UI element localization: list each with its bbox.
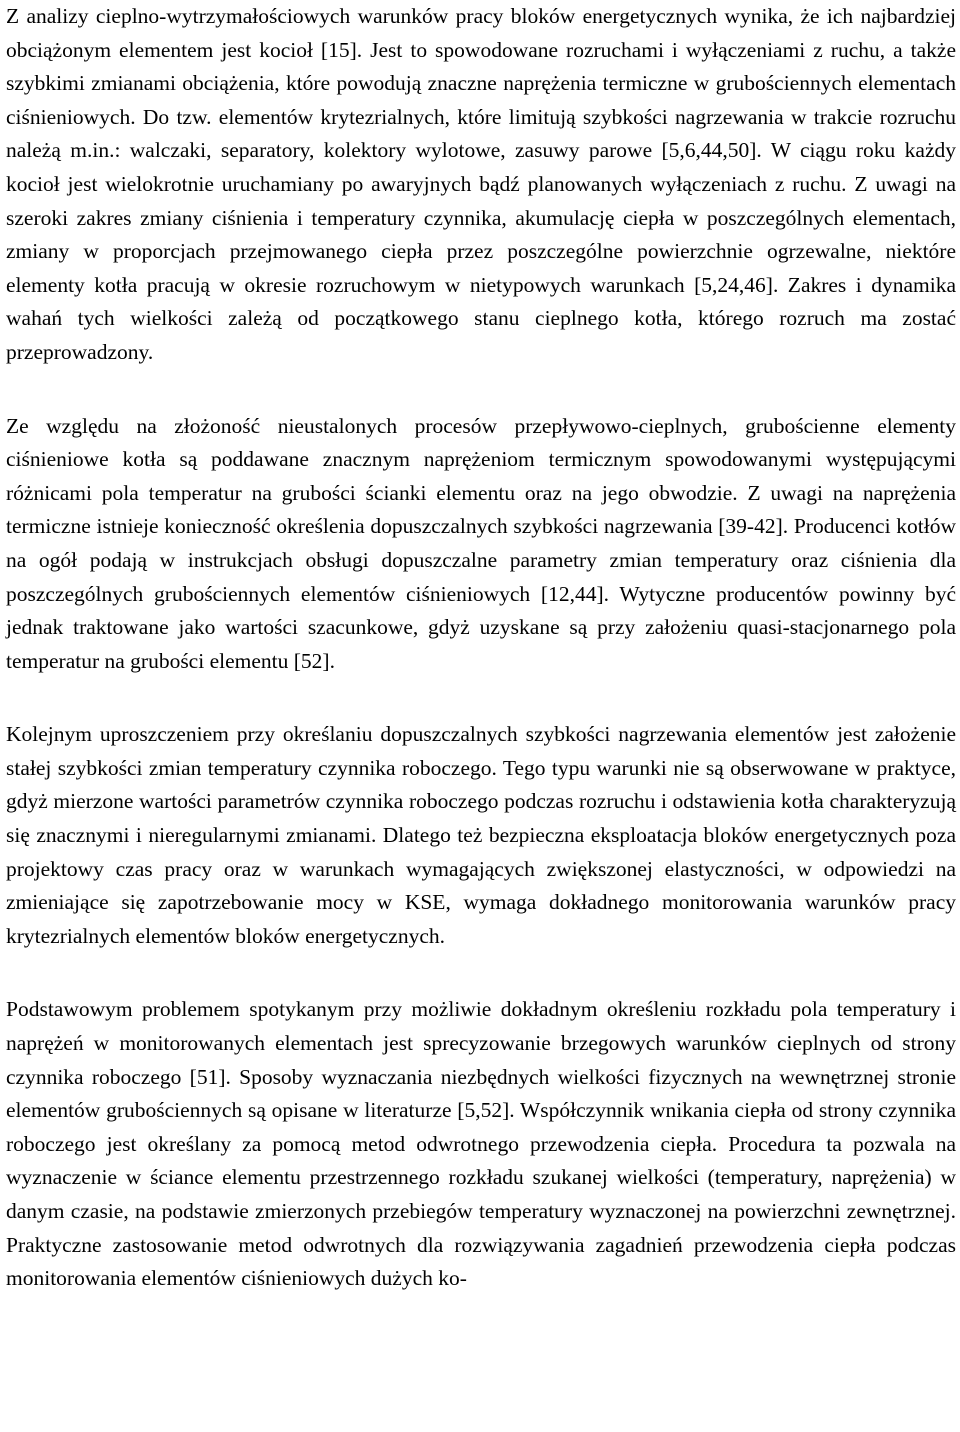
document-page	[6, 0, 956, 1296]
paragraph-boiler-analysis: Z analizy cieplno-wytrzymałościowych warunków pracy bloków energetycznych wynika, że ich najbardziej obciążonym elementem jest kocioł [15]. Jest to spowodowane rozruchami i wyłączeniami z ruchu, a także szybkimi zmianami obciążenia, które powodują znaczne naprężenia termiczne w grubościennych elementach ciśnieniowych. Do tzw. elementów krytezrialnych, które limitują szybkości nagrzewania w trakcie rozruchu należą m.in.: walczaki, separatory, kolektory wylotowe, zasuwy parowe [5,6,44,50]. W ciągu roku każdy kocioł jest wielokrotnie uruchamiany po awaryjnych bądź planowanych wyłączeniach z ruchu. Z uwagi na szeroki zakres zmiany ciśnienia i temperatury czynnika, akumulację ciepła w poszczególnych elementach, zmiany w proporcjach przejmowanego ciepła przez poszczególne powierzchnie ogrzewalne, niektóre elementy kotła pracują w okresie rozruchowym w nietypowych warunkach [5,24,46]. Zakres i dynamika wahań tych wielkości zależą od początkowego stanu cieplnego kotła, którego rozruch ma zostać przeprowadzony.	[6, 4, 956, 364]
paragraph-thermal-stress: Ze względu na złożoność nieustalonych procesów przepływowo-cieplnych, grubościenne elementy ciśnieniowe kotła są poddawane znacznym naprężeniom termicznym spowodowanymi występującymi różnicami pola temperatur na grubości ścianki elementu oraz na jego obwodzie. Z uwagi na naprężenia termiczne istnieje konieczność określenia dopuszczalnych szybkości nagrzewania [39-42]. Producenci kotłów na ogół podają w instrukcjach obsługi dopuszczalne parametry zmian temperatury oraz ciśnienia dla poszczególnych grubościennych elementów ciśnieniowych [12,44]. Wytyczne producentów powinny być jednak traktowane jako wartości szacunkowe, gdyż uzyskane są przy założeniu quasi-stacjonarnego pola temperatur na grubości elementu [52].	[6, 413, 956, 673]
paragraph-boundary-conditions: Podstawowym problemem spotykanym przy możliwie dokładnym określeniu rozkładu pola temperatury i naprężeń w monitorowanych elementach jest sprecyzowanie brzegowych warunków cieplnych od strony czynnika roboczego [51]. Sposoby wyznaczania niezbędnych wielkości fizycznych na wewnętrznej stronie elementów grubościennych są opisane w literaturze [5,52]. Współczynnik wnikania ciepła od strony czynnika roboczego jest określany za pomocą metod odwrotnego przewodzenia ciepła. Procedura ta pozwala na wyznaczenie w ściance elementu przestrzennego rozkładu szukanej wielkości (temperatury, naprężenia) w danym czasie, na podstawie zmierzonych przebiegów temperatury wyznaczonej na powierzchni zewnętrznej. Praktyczne zastosowanie metod odwrotnych dla rozwiązywania zagadnień przewodzenia ciepła podczas monitorowania elementów ciśnieniowych dużych ko-	[6, 997, 956, 1291]
paragraph-simplification: Kolejnym uproszczeniem przy określaniu dopuszczalnych szybkości nagrzewania elementów jest założenie stałej szybkości zmian temperatury czynnika roboczego. Tego typu warunki nie są obserwowane w praktyce, gdyż mierzone wartości parametrów czynnika roboczego podczas rozruchu i odstawienia kotła charakteryzują się znacznymi i nieregularnymi zmianami. Dlatego też bezpieczna eksploatacja bloków energetycznych poza projektowy czas pracy oraz w warunkach wymagających zwiększonej elastyczności, w odpowiedzi na zmieniające się zapotrzebowanie mocy w KSE, wymaga dokładnego monitorowania warunków pracy krytezrialnych elementów bloków energetycznych.	[6, 722, 956, 948]
